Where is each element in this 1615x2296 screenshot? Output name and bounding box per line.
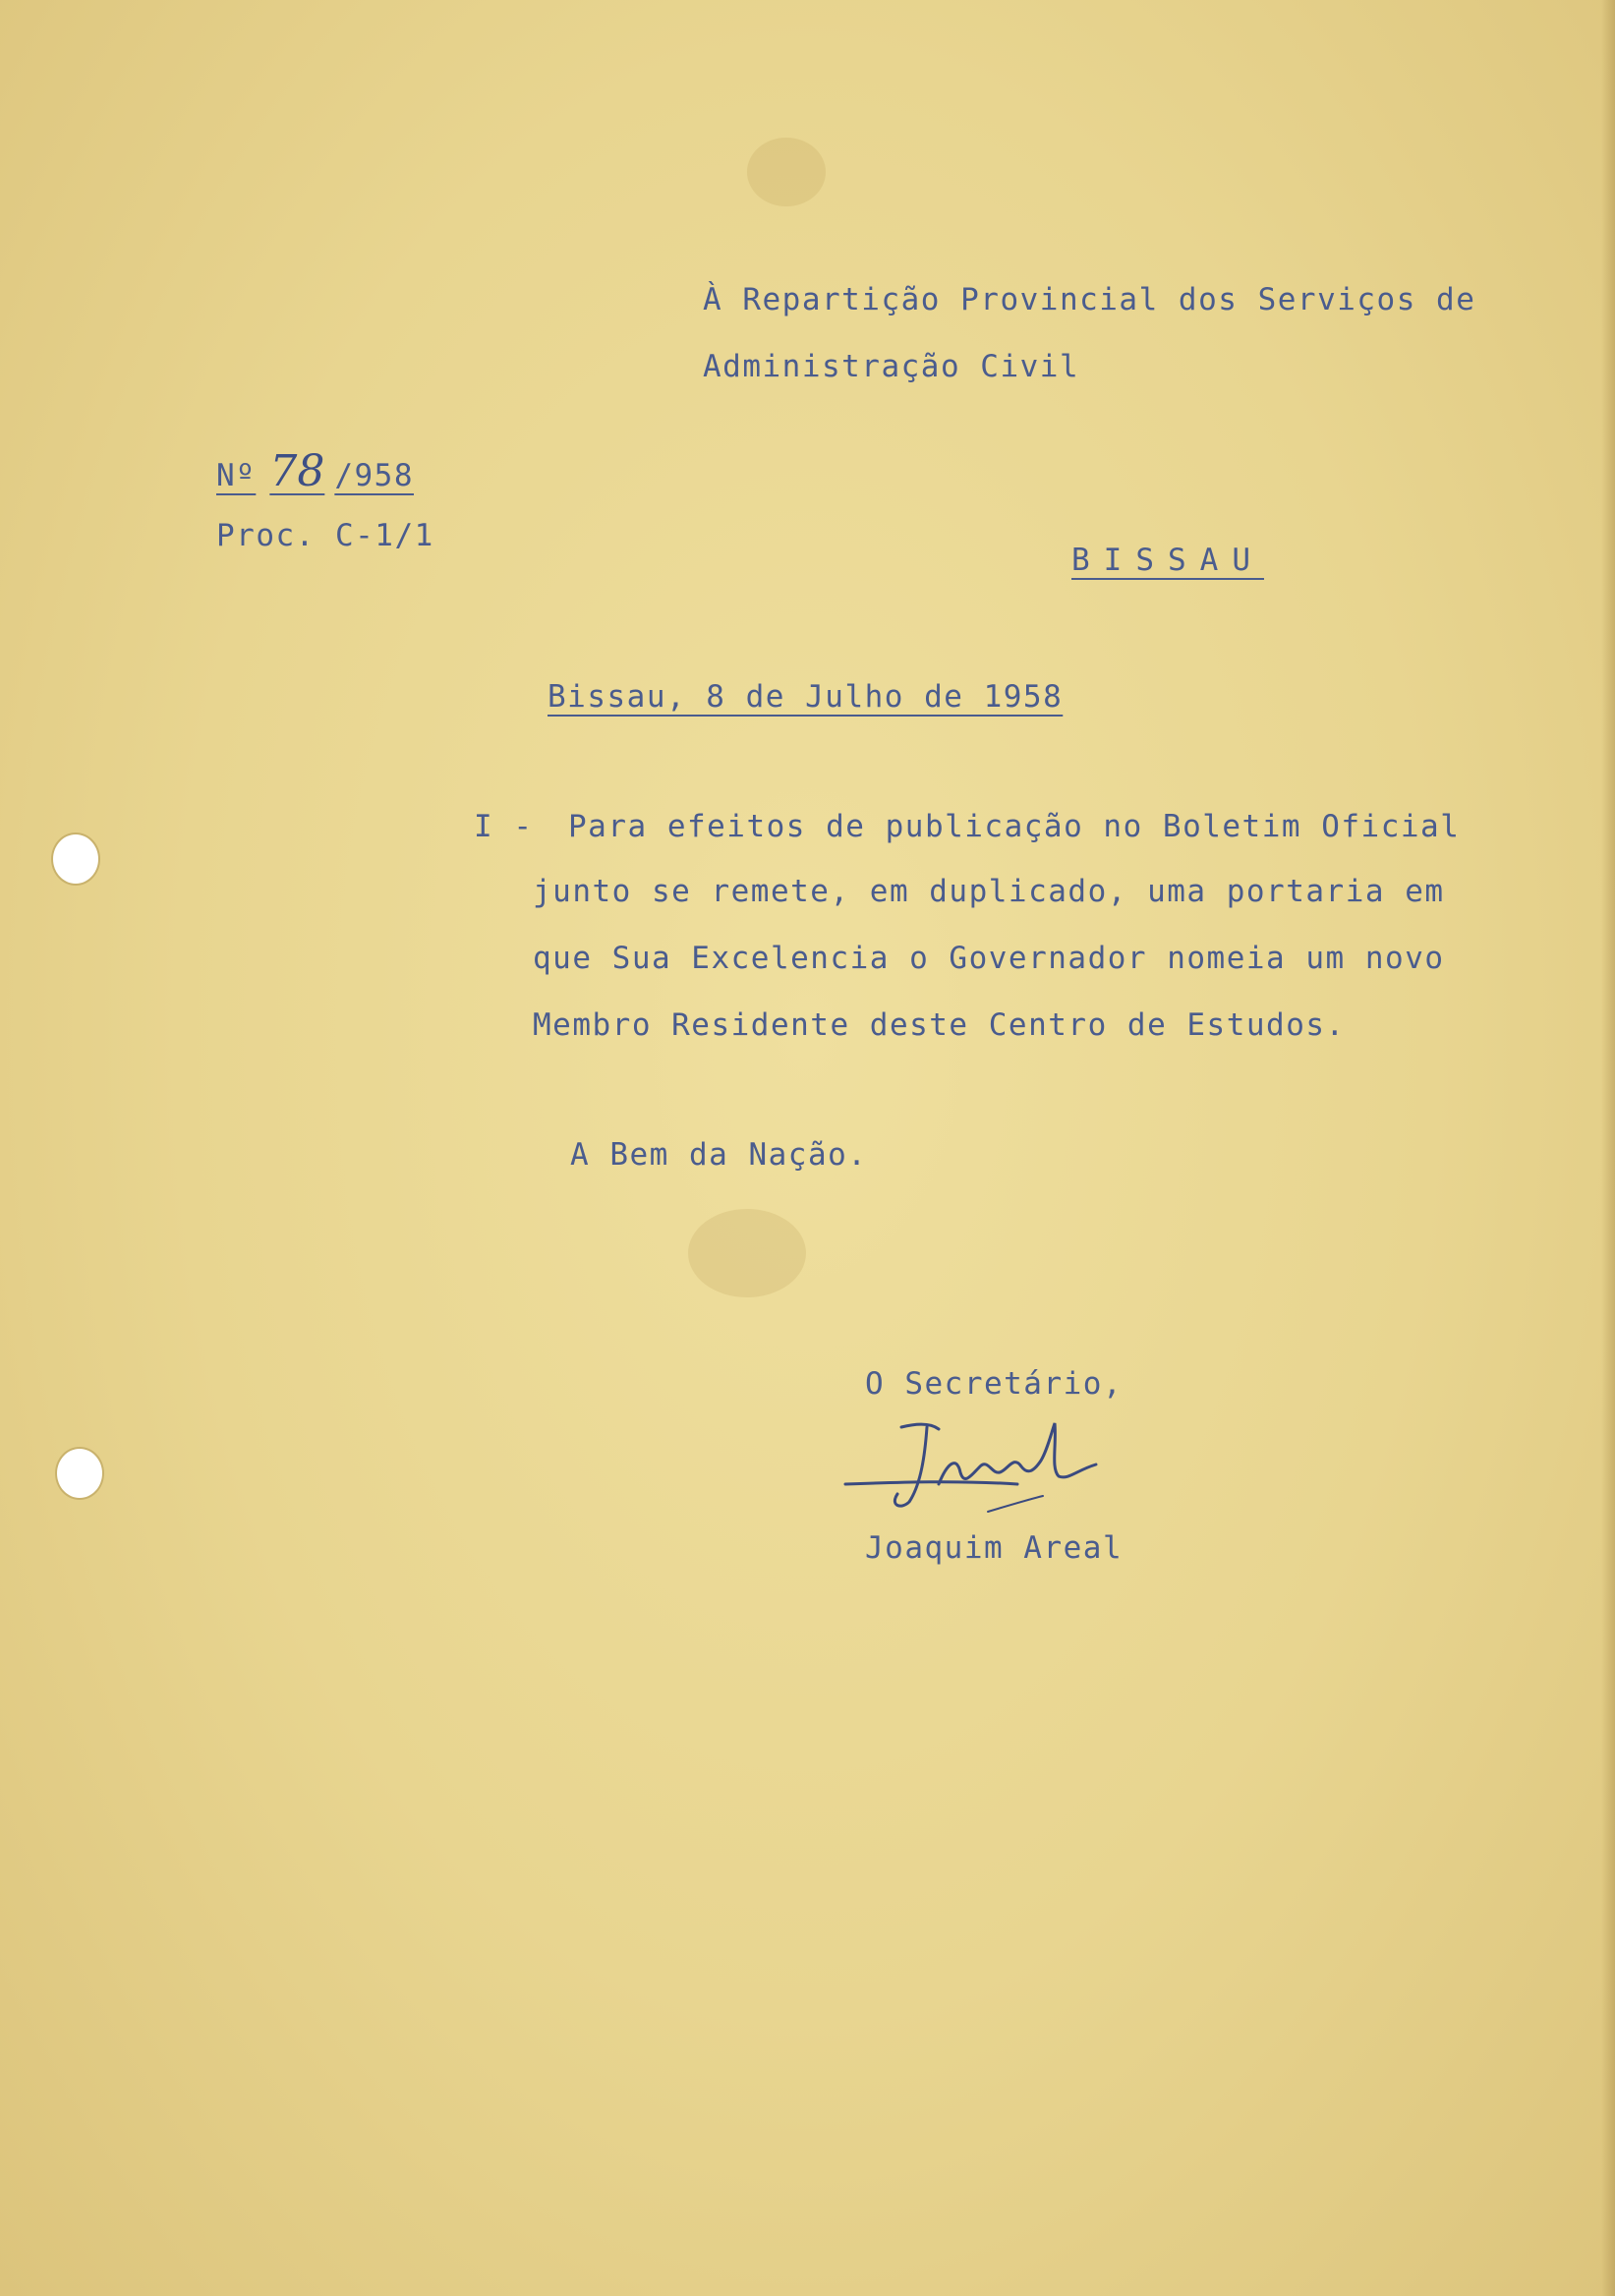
body-line-4: Membro Residente deste Centro de Estudos. bbox=[533, 1007, 1346, 1043]
body-line-3: que Sua Excelencia o Governador nomeia um novo bbox=[533, 941, 1445, 976]
date-line: Bissau, 8 de Julho de 1958 bbox=[548, 679, 1064, 715]
reference-number bbox=[216, 446, 414, 496]
punch-hole-top bbox=[51, 832, 100, 886]
signatory-name: Joaquim Areal bbox=[865, 1530, 1124, 1566]
paper-stain bbox=[688, 1209, 806, 1297]
closing-salutation: A Bem da Nação. bbox=[570, 1137, 868, 1173]
signatory-title: O Secretário, bbox=[865, 1366, 1124, 1402]
body-line-1: Para efeitos de publicação no Boletim Oficial bbox=[568, 809, 1461, 844]
body-line-2: junto se remete, em duplicado, uma portaria em bbox=[533, 874, 1445, 909]
reference-number-handwritten: 78 bbox=[269, 446, 325, 496]
punch-hole-bottom bbox=[55, 1447, 104, 1500]
recipient-line-2: Administração Civil bbox=[703, 349, 1080, 384]
item-marker: I - bbox=[474, 809, 534, 844]
paper-stain bbox=[747, 138, 826, 206]
paper-edge-shadow bbox=[1601, 0, 1615, 2296]
reference-number-prefix: Nº bbox=[216, 458, 257, 493]
destination-city: BISSAU bbox=[1071, 543, 1264, 578]
recipient-line-1: À Repartição Provincial dos Serviços de bbox=[703, 282, 1476, 317]
process-reference: Proc. C-1/1 bbox=[216, 518, 434, 553]
handwritten-signature bbox=[840, 1415, 1145, 1533]
reference-number-year: /958 bbox=[334, 458, 414, 493]
